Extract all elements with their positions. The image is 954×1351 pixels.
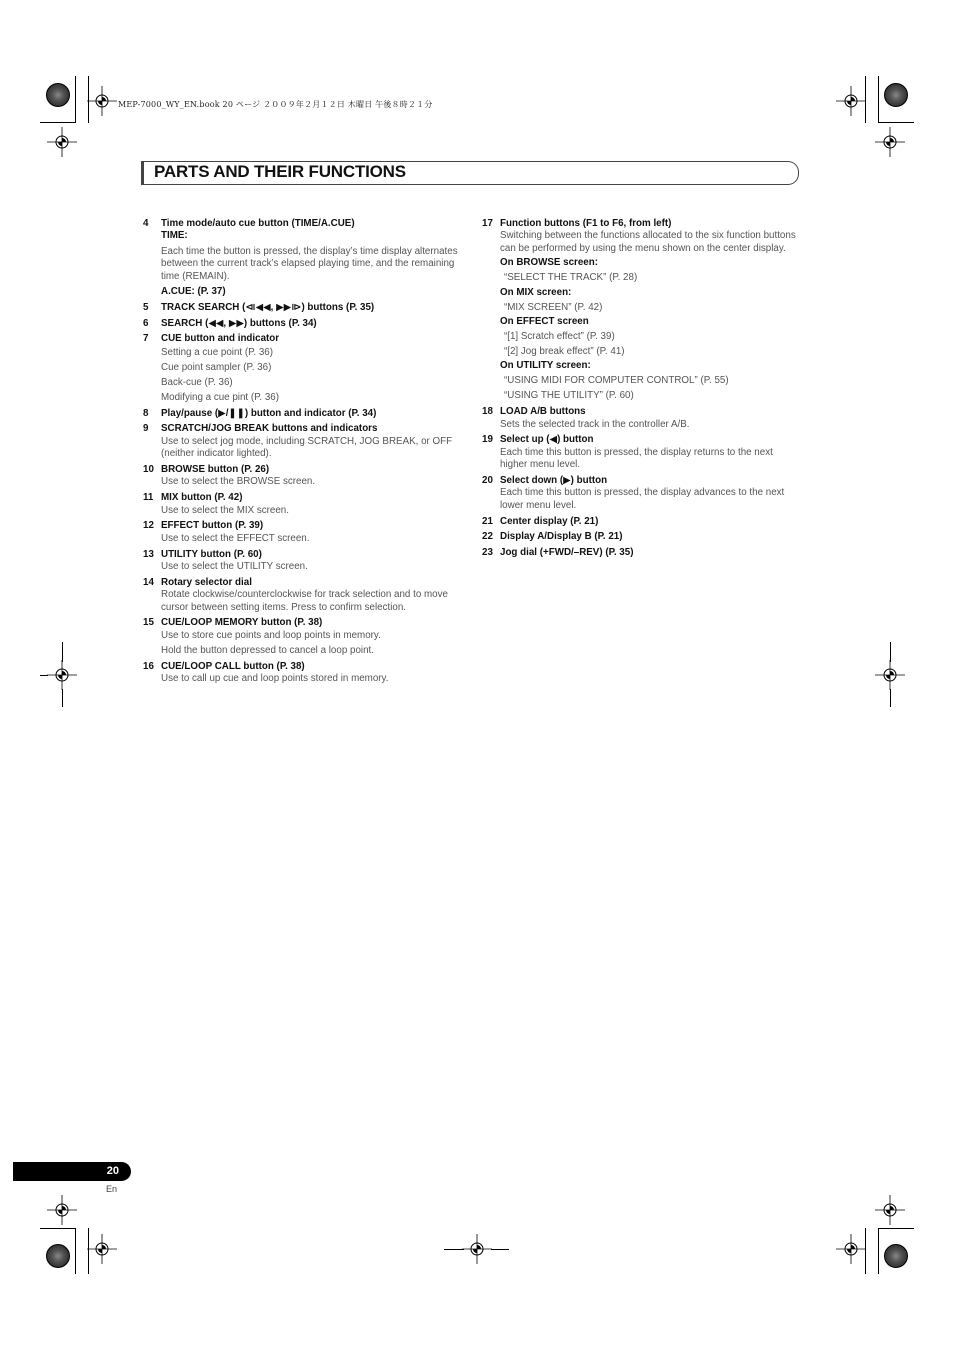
item-number: 16 <box>143 660 154 672</box>
item-number: 8 <box>143 407 149 419</box>
item-title: CUE button and indicator <box>161 333 280 345</box>
time-label: TIME: <box>161 230 188 242</box>
item-description: Sets the selected track in the controller A/B. <box>500 418 690 430</box>
file-header: MEP-7000_WY_EN.book 20 ページ ２００９年２月１２日 木曜日 午後８時２１分 <box>118 100 433 109</box>
item-title: TRACK SEARCH (⧏◀◀, ▶▶⧐) buttons (P. 35) <box>161 301 375 313</box>
item-description: Use to select the MIX screen. <box>161 504 289 516</box>
item-title: CUE/LOOP CALL button (P. 38) <box>161 660 305 672</box>
item-title: Time mode/auto cue button (TIME/A.CUE) <box>161 218 355 229</box>
list-item <box>143 492 463 517</box>
registration-crosshair-icon <box>47 1195 77 1225</box>
list-item <box>143 333 463 404</box>
item-title: Function buttons (F1 to F6, from left) <box>500 218 672 229</box>
registration-crosshair-icon <box>875 1195 905 1225</box>
sub-line: “SELECT THE TRACK” (P. 28) <box>504 272 638 284</box>
item-title: EFFECT button (P. 39) <box>161 520 264 532</box>
item-number: 15 <box>143 617 154 629</box>
list-item <box>143 549 463 574</box>
registration-crosshair-icon <box>47 127 77 157</box>
sub-line: “[1] Scratch effect” (P. 39) <box>504 331 615 343</box>
sub-heading: On BROWSE screen: <box>500 257 598 269</box>
item-title: UTILITY button (P. 60) <box>161 548 262 560</box>
registration-rosette-icon <box>884 1244 908 1268</box>
sub-heading: On MIX screen: <box>500 286 572 298</box>
item-title: LOAD A/B buttons <box>500 406 586 418</box>
time-description: Each time the button is pressed, the display’s time display alternates between the current track’s elapsed playing time, and the remaining time (REMAIN). <box>161 245 458 282</box>
list-item <box>143 318 463 330</box>
page-language: En <box>106 1184 118 1194</box>
list-item <box>482 547 802 559</box>
item-title: Jog dial (+FWD/–REV) (P. 35) <box>500 547 634 559</box>
right-column <box>482 218 802 563</box>
item-title: Select up (◀) button <box>500 434 594 446</box>
list-item <box>482 475 802 512</box>
item-number: 12 <box>143 520 154 532</box>
item-description: Use to select the EFFECT screen. <box>161 532 310 544</box>
page-title: PARTS AND THEIR FUNCTIONS <box>154 162 406 181</box>
list-item <box>143 423 463 460</box>
left-column <box>143 218 463 689</box>
list-item <box>482 406 802 431</box>
item-number: 21 <box>482 515 493 527</box>
item-title: BROWSE button (P. 26) <box>161 464 270 476</box>
item-title: Select down (▶) button <box>500 475 608 487</box>
registration-crosshair-icon <box>87 1234 117 1264</box>
registration-crosshair-icon <box>875 127 905 157</box>
item-description: Rotate clockwise/counterclockwise for track selection and to move cursor between setting items. Press to confirm selection. <box>161 589 448 613</box>
list-item <box>143 577 463 614</box>
item-number: 20 <box>482 475 493 487</box>
item-description: Use to store cue points and loop points in memory. <box>161 629 381 641</box>
item-number: 22 <box>482 531 493 543</box>
list-item <box>143 408 463 420</box>
item-number: 5 <box>143 301 149 313</box>
item-title: MIX button (P. 42) <box>161 492 243 504</box>
registration-rosette-icon <box>46 83 70 107</box>
item-number: 17 <box>482 218 493 229</box>
item-number: 11 <box>143 492 154 504</box>
item-title: SCRATCH/JOG BREAK buttons and indicators <box>161 423 378 435</box>
item-number: 13 <box>143 548 154 560</box>
item-number: 7 <box>143 333 149 345</box>
registration-crosshair-icon <box>47 660 77 690</box>
list-item <box>482 218 802 403</box>
list-item <box>482 531 802 543</box>
sub-line: “USING THE UTILITY” (P. 60) <box>504 390 634 402</box>
registration-crosshair-icon <box>462 1234 492 1264</box>
item-line: Hold the button depressed to cancel a loop point. <box>161 644 374 656</box>
item-description: Each time this button is pressed, the display returns to the next higher menu level. <box>500 446 773 471</box>
item-number: 18 <box>482 406 493 418</box>
item-number: 6 <box>143 317 149 329</box>
item-number: 10 <box>143 464 154 476</box>
item-title: Play/pause (▶/❚❚) button and indicator (P. 34) <box>161 407 377 419</box>
list-item <box>482 516 802 528</box>
item-line: Back-cue (P. 36) <box>161 376 233 388</box>
registration-crosshair-icon <box>836 86 866 116</box>
list-item <box>143 520 463 545</box>
item-description: Use to call up cue and loop points stored in memory. <box>161 673 389 685</box>
item-title: CUE/LOOP MEMORY button (P. 38) <box>161 617 323 629</box>
registration-crosshair-icon <box>836 1234 866 1264</box>
item-description: Use to select the BROWSE screen. <box>161 476 316 488</box>
sub-heading: On EFFECT screen <box>500 316 589 328</box>
registration-crosshair-icon <box>87 86 117 116</box>
registration-crosshair-icon <box>875 660 905 690</box>
list-item <box>143 617 463 657</box>
item-description: Each time this button is pressed, the display advances to the next lower menu level. <box>500 487 785 511</box>
item-title: Center display (P. 21) <box>500 515 599 527</box>
sub-line: “[2] Jog break effect” (P. 41) <box>504 346 625 358</box>
sub-line: “USING MIDI FOR COMPUTER CONTROL” (P. 55) <box>504 375 729 387</box>
item-description: Switching between the functions allocated to the six function buttons can be performed by using the menu shown on the center display. <box>500 230 796 254</box>
acue-label: A.CUE: (P. 37) <box>161 286 226 298</box>
item-number: 9 <box>143 423 149 435</box>
list-item <box>143 661 463 686</box>
item-line: Cue point sampler (P. 36) <box>161 361 272 373</box>
sub-heading: On UTILITY screen: <box>500 360 591 372</box>
list-item <box>482 434 802 471</box>
list-item <box>143 218 463 298</box>
item-title: SEARCH (◀◀, ▶▶) buttons (P. 34) <box>161 317 317 329</box>
item-number: 4 <box>143 218 149 229</box>
item-description: Use to select the UTILITY screen. <box>161 561 308 573</box>
sub-line: “MIX SCREEN” (P. 42) <box>504 301 603 313</box>
item-description: Use to select jog mode, including SCRATCH, JOG BREAK, or OFF (neither indicator lighted). <box>161 435 453 460</box>
registration-rosette-icon <box>884 83 908 107</box>
list-item <box>143 464 463 489</box>
item-line: Modifying a cue pint (P. 36) <box>161 391 279 403</box>
item-title: Rotary selector dial <box>161 576 252 588</box>
item-title: Display A/Display B (P. 21) <box>500 531 623 543</box>
page-number: 20 <box>106 1165 119 1177</box>
item-number: 14 <box>143 576 154 588</box>
item-number: 19 <box>482 434 493 446</box>
item-line: Setting a cue point (P. 36) <box>161 346 274 358</box>
registration-rosette-icon <box>46 1244 70 1268</box>
list-item <box>143 302 463 314</box>
item-number: 23 <box>482 547 493 559</box>
